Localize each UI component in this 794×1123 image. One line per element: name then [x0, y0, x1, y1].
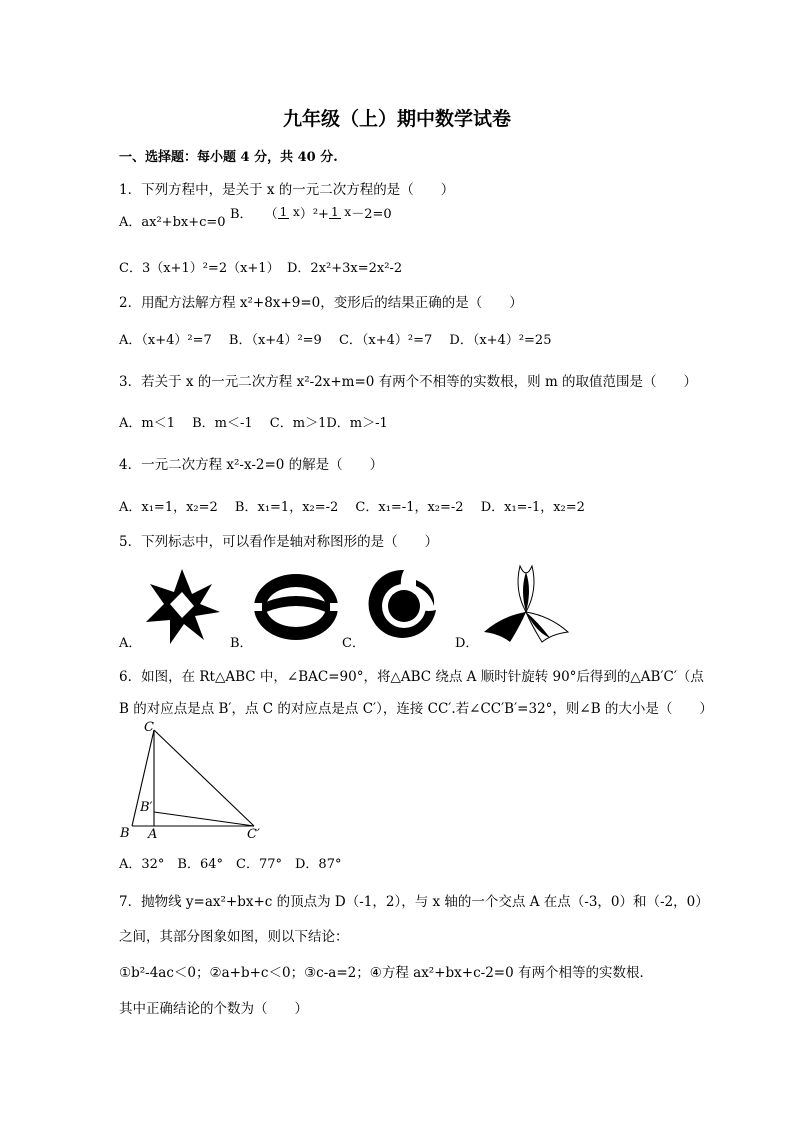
question-4-options: A．x₁=1，x₂=2 B．x₁=1，x₂=-2 C．x₁=-1，x₂=-2 D．x₁=-1，x₂=2 — [119, 500, 585, 515]
question-4-stem: 4．一元二次方程 x²-x-2=0 的解是（ ） — [119, 457, 384, 473]
fraction-one-over-x — [278, 206, 300, 220]
question-1-option-d: D．2x²+3x=2x²-2 — [287, 261, 403, 276]
segment-b-prime-c-prime — [154, 812, 254, 826]
logo-d-label: D． — [455, 636, 479, 651]
logo-a-label: A． — [119, 636, 142, 651]
fraction-one-over-x-2 — [329, 206, 351, 220]
page-title: 九年级（上）期中数学试卷 — [282, 108, 511, 130]
logo-c-swoosh-circle-icon — [366, 566, 440, 644]
question-1-option-a: A．ax²+bx+c=0 — [119, 215, 226, 230]
question-1-option-c: C．3（x+1）²=2（x+1） — [119, 261, 280, 276]
point-label-b-prime: B′ — [140, 800, 153, 815]
question-7-stem-line-1: 7．抛物线 y=ax²+bx+c 的顶点为 D（-1，2），与 x 轴的一个交点 A 在点（-3，0）和（-2，0） — [119, 894, 709, 910]
question-7-stem-line-2: 之间，其部分图象如图，则以下结论： — [119, 929, 349, 945]
numerator: 1 — [279, 204, 288, 219]
question-2-stem: 2．用配方法解方程 x²+8x+9=0，变形后的结果正确的是（ ） — [119, 295, 523, 311]
denominator: x — [293, 204, 300, 219]
question-5-stem: 5．下列标志中，可以看作是轴对称图形的是（ ） — [119, 534, 439, 550]
section-heading: 一、选择题：每小题 4 分，共 40 分. — [119, 150, 338, 165]
numerator: 1 — [330, 204, 339, 219]
logo-b-label: B． — [230, 636, 253, 651]
question-6-stem-line-2: B 的对应点是点 B′，点 C 的对应点是点 C′），连接 CC′.若∠CC′B′=32°，则∠B 的大小是（ ） — [119, 701, 713, 717]
logo-a-pinwheel-star-icon — [140, 564, 224, 648]
paren-close-squared-plus: ）²+ — [299, 207, 329, 222]
point-label-c-prime: C′ — [247, 827, 260, 842]
question-6-options: A．32° B．64° C．77° D．87° — [119, 857, 342, 872]
question-3-options: A．m＜1 B．m＜-1 C．m＞1D．m＞-1 — [119, 416, 388, 431]
triangle-figure — [116, 718, 266, 842]
point-label-b: B — [120, 826, 130, 841]
option-b-label: B． — [230, 207, 253, 222]
question-7-conclusions: ①b²-4ac＜0；②a+b+c＜0；③c-a=2；④方程 ax²+bx+c-2=0 有两个相等的实数根． — [119, 965, 653, 981]
logo-b-crescent-icon — [252, 572, 340, 642]
question-1-stem: 1．下列方程中，是关于 x 的一元二次方程的是（ ） — [119, 182, 455, 198]
point-label-a: A — [148, 827, 158, 842]
question-6-stem-line-1: 6．如图，在 Rt△ABC 中，∠BAC=90°，将△ABC 绕点 A 顺时针旋转 90°后得到的△AB′C′（点 — [119, 669, 704, 685]
denominator: x — [344, 204, 352, 219]
logo-c-label: C． — [342, 636, 365, 651]
question-3-stem: 3．若关于 x 的一元二次方程 x²-2x+m=0 有两个不相等的实数根，则 m 的取值范围是（ ） — [119, 374, 698, 390]
minus-two-equals-zero: －2=0 — [351, 207, 392, 222]
question-7-question: 其中正确结论的个数为（ ） — [119, 1001, 308, 1017]
question-2-options: A．（x+4）²=7 B．（x+4）²=9 C．（x+4）²=7 D．（x+4）²=25 — [119, 333, 552, 348]
paren-open: （ — [264, 207, 278, 222]
segment-cc-prime — [154, 730, 254, 826]
logo-d-three-petal-icon — [480, 560, 572, 646]
point-label-c: C — [144, 720, 154, 735]
question-1-option-b — [230, 203, 392, 222]
